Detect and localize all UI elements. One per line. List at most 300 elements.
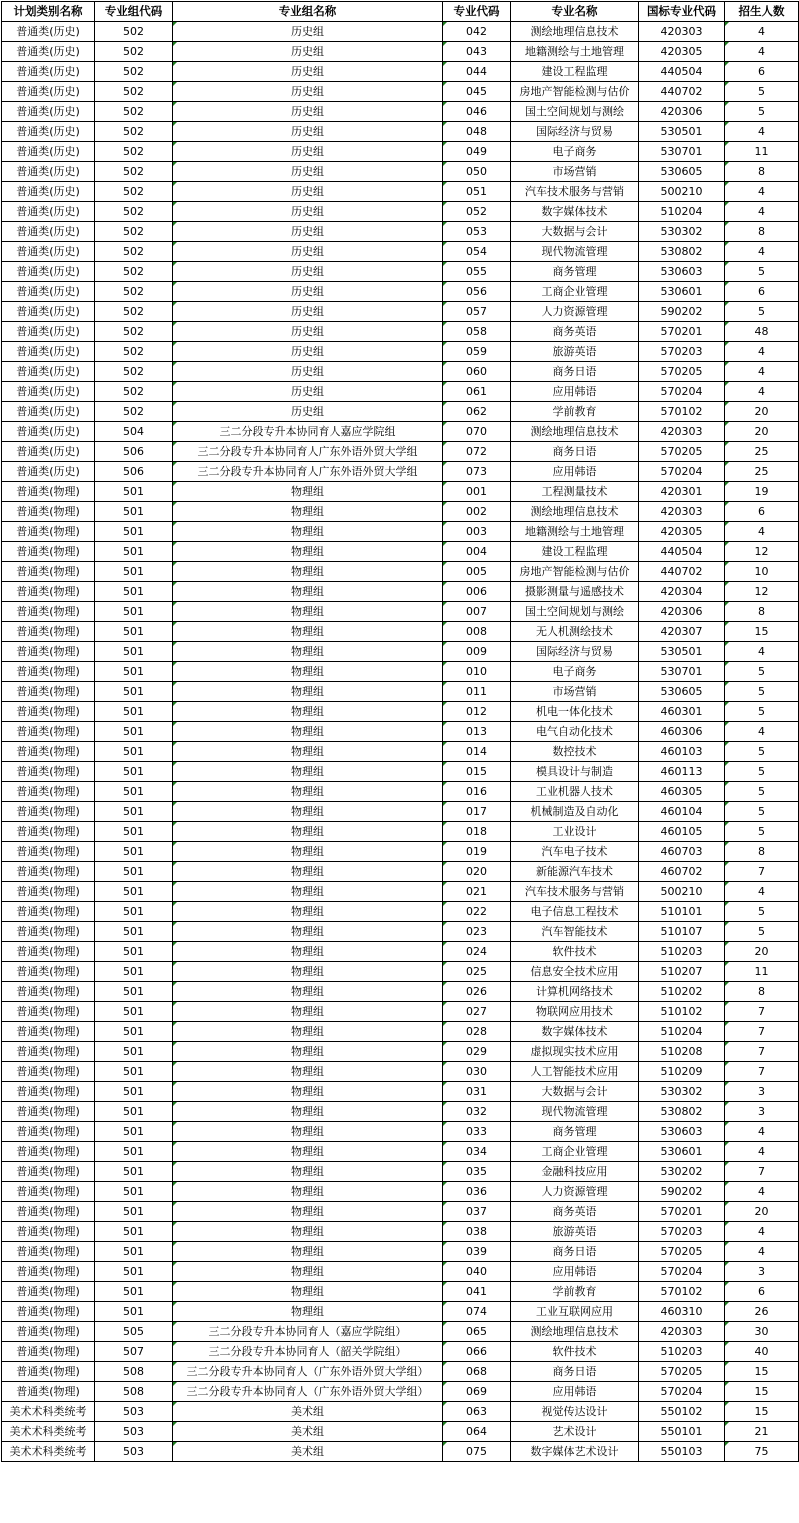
group-code-cell: 501 [95, 522, 173, 542]
group-name-cell: 物理组 [173, 962, 443, 982]
table-row [2, 522, 799, 542]
plan-category-cell: 普通类(物理) [2, 642, 95, 662]
national-code-cell: 510203 [639, 1342, 725, 1362]
enrollment-cell: 7 [725, 1042, 799, 1062]
major-name-cell: 数字媒体艺术设计 [511, 1442, 639, 1462]
table-row [2, 662, 799, 682]
group-name-cell: 物理组 [173, 1082, 443, 1102]
group-name-cell: 物理组 [173, 742, 443, 762]
major-name-cell: 现代物流管理 [511, 242, 639, 262]
table-row [2, 1442, 799, 1462]
national-code-cell: 510209 [639, 1062, 725, 1082]
group-name-cell: 美术组 [173, 1442, 443, 1462]
group-code-cell: 502 [95, 382, 173, 402]
table-row [2, 342, 799, 362]
table-row [2, 462, 799, 482]
group-code-cell: 501 [95, 622, 173, 642]
enrollment-cell: 11 [725, 962, 799, 982]
national-code-cell: 530605 [639, 682, 725, 702]
major-code-cell: 041 [443, 1282, 511, 1302]
plan-category-cell: 普通类(物理) [2, 1302, 95, 1322]
national-code-cell: 440504 [639, 62, 725, 82]
group-code-cell: 501 [95, 1142, 173, 1162]
plan-category-cell: 普通类(物理) [2, 1122, 95, 1142]
major-name-cell: 旅游英语 [511, 1222, 639, 1242]
table-row [2, 482, 799, 502]
plan-category-cell: 普通类(物理) [2, 522, 95, 542]
national-code-cell: 440504 [639, 542, 725, 562]
table-row [2, 422, 799, 442]
group-name-cell: 美术组 [173, 1422, 443, 1442]
group-code-cell: 502 [95, 362, 173, 382]
major-code-cell: 028 [443, 1022, 511, 1042]
group-code-cell: 501 [95, 1042, 173, 1062]
major-code-cell: 037 [443, 1202, 511, 1222]
plan-category-cell: 普通类(物理) [2, 1382, 95, 1402]
enrollment-cell: 6 [725, 62, 799, 82]
enrollment-cell: 5 [725, 922, 799, 942]
group-name-cell: 三二分段专升本协同育人（嘉应学院组） [173, 1322, 443, 1342]
major-name-cell: 数字媒体技术 [511, 1022, 639, 1042]
national-code-cell: 530302 [639, 1082, 725, 1102]
national-code-cell: 500210 [639, 882, 725, 902]
group-name-cell: 历史组 [173, 22, 443, 42]
table-row [2, 822, 799, 842]
major-code-cell: 072 [443, 442, 511, 462]
group-code-cell: 502 [95, 262, 173, 282]
major-code-cell: 063 [443, 1402, 511, 1422]
group-code-cell: 501 [95, 802, 173, 822]
national-code-cell: 500210 [639, 182, 725, 202]
major-name-cell: 商务日语 [511, 442, 639, 462]
plan-category-cell: 美术术科类统考 [2, 1422, 95, 1442]
group-name-cell: 物理组 [173, 1302, 443, 1322]
group-name-cell: 物理组 [173, 1202, 443, 1222]
group-name-cell: 物理组 [173, 1042, 443, 1062]
major-code-cell: 036 [443, 1182, 511, 1202]
plan-category-cell: 普通类(物理) [2, 962, 95, 982]
group-name-cell: 三二分段专升本协同育人（韶关学院组） [173, 1342, 443, 1362]
enrollment-cell: 15 [725, 1362, 799, 1382]
group-name-cell: 物理组 [173, 1002, 443, 1022]
national-code-cell: 510204 [639, 1022, 725, 1042]
enrollment-cell: 5 [725, 742, 799, 762]
plan-category-cell: 普通类(物理) [2, 1022, 95, 1042]
major-code-cell: 001 [443, 482, 511, 502]
header-national-code: 国标专业代码 [639, 2, 725, 22]
table-row [2, 1242, 799, 1262]
table-row [2, 322, 799, 342]
plan-category-cell: 普通类(物理) [2, 822, 95, 842]
national-code-cell: 460703 [639, 842, 725, 862]
group-code-cell: 501 [95, 742, 173, 762]
major-name-cell: 市场营销 [511, 682, 639, 702]
plan-category-cell: 普通类(物理) [2, 1102, 95, 1122]
table-row [2, 142, 799, 162]
major-name-cell: 国土空间规划与测绘 [511, 602, 639, 622]
national-code-cell: 530501 [639, 122, 725, 142]
group-name-cell: 历史组 [173, 122, 443, 142]
major-name-cell: 地籍测绘与土地管理 [511, 42, 639, 62]
major-name-cell: 物联网应用技术 [511, 1002, 639, 1022]
major-name-cell: 摄影测量与遥感技术 [511, 582, 639, 602]
major-code-cell: 029 [443, 1042, 511, 1062]
group-name-cell: 历史组 [173, 362, 443, 382]
plan-category-cell: 普通类(物理) [2, 1082, 95, 1102]
table-row [2, 762, 799, 782]
national-code-cell: 460104 [639, 802, 725, 822]
major-code-cell: 057 [443, 302, 511, 322]
major-code-cell: 049 [443, 142, 511, 162]
major-name-cell: 应用韩语 [511, 1262, 639, 1282]
plan-category-cell: 普通类(物理) [2, 742, 95, 762]
enrollment-cell: 26 [725, 1302, 799, 1322]
major-code-cell: 012 [443, 702, 511, 722]
enrollment-cell: 8 [725, 602, 799, 622]
major-code-cell: 040 [443, 1262, 511, 1282]
national-code-cell: 460305 [639, 782, 725, 802]
major-name-cell: 商务日语 [511, 1362, 639, 1382]
table-row [2, 1082, 799, 1102]
plan-category-cell: 普通类(物理) [2, 1362, 95, 1382]
group-name-cell: 物理组 [173, 582, 443, 602]
table-row [2, 962, 799, 982]
national-code-cell: 590202 [639, 1182, 725, 1202]
group-code-cell: 501 [95, 1182, 173, 1202]
group-name-cell: 物理组 [173, 882, 443, 902]
enrollment-cell: 4 [725, 22, 799, 42]
group-code-cell: 501 [95, 602, 173, 622]
national-code-cell: 460702 [639, 862, 725, 882]
major-name-cell: 计算机网络技术 [511, 982, 639, 1002]
national-code-cell: 460113 [639, 762, 725, 782]
group-name-cell: 历史组 [173, 282, 443, 302]
enrollment-cell: 5 [725, 702, 799, 722]
table-row [2, 1182, 799, 1202]
group-name-cell: 物理组 [173, 922, 443, 942]
major-name-cell: 商务管理 [511, 1122, 639, 1142]
header-plan-category: 计划类别名称 [2, 2, 95, 22]
enrollment-cell: 5 [725, 262, 799, 282]
enrollment-cell: 3 [725, 1082, 799, 1102]
group-code-cell: 501 [95, 662, 173, 682]
table-row [2, 782, 799, 802]
header-group-name: 专业组名称 [173, 2, 443, 22]
major-name-cell: 国土空间规划与测绘 [511, 102, 639, 122]
group-name-cell: 三二分段专升本协同育人（广东外语外贸大学组） [173, 1362, 443, 1382]
enrollment-cell: 7 [725, 1062, 799, 1082]
major-code-cell: 043 [443, 42, 511, 62]
major-code-cell: 066 [443, 1342, 511, 1362]
major-code-cell: 021 [443, 882, 511, 902]
table-row [2, 302, 799, 322]
major-name-cell: 工商企业管理 [511, 282, 639, 302]
group-name-cell: 物理组 [173, 842, 443, 862]
major-code-cell: 051 [443, 182, 511, 202]
group-name-cell: 物理组 [173, 1162, 443, 1182]
enrollment-cell: 4 [725, 522, 799, 542]
national-code-cell: 510102 [639, 1002, 725, 1022]
major-code-cell: 048 [443, 122, 511, 142]
major-code-cell: 030 [443, 1062, 511, 1082]
table-row [2, 1002, 799, 1022]
major-code-cell: 035 [443, 1162, 511, 1182]
group-code-cell: 501 [95, 642, 173, 662]
group-name-cell: 物理组 [173, 1222, 443, 1242]
major-code-cell: 060 [443, 362, 511, 382]
group-code-cell: 501 [95, 822, 173, 842]
enrollment-cell: 20 [725, 422, 799, 442]
national-code-cell: 570203 [639, 1222, 725, 1242]
enrollment-cell: 4 [725, 202, 799, 222]
group-name-cell: 物理组 [173, 1062, 443, 1082]
major-name-cell: 商务日语 [511, 1242, 639, 1262]
header-group-code: 专业组代码 [95, 2, 173, 22]
enrollment-cell: 4 [725, 1242, 799, 1262]
national-code-cell: 420305 [639, 522, 725, 542]
table-row [2, 22, 799, 42]
enrollment-cell: 21 [725, 1422, 799, 1442]
national-code-cell: 510202 [639, 982, 725, 1002]
table-row [2, 682, 799, 702]
group-name-cell: 三二分段专升本协同育人（广东外语外贸大学组） [173, 1382, 443, 1402]
enrollment-cell: 10 [725, 562, 799, 582]
major-name-cell: 汽车技术服务与营销 [511, 882, 639, 902]
national-code-cell: 510208 [639, 1042, 725, 1062]
table-row [2, 1162, 799, 1182]
major-code-cell: 023 [443, 922, 511, 942]
group-code-cell: 502 [95, 142, 173, 162]
enrollment-cell: 4 [725, 1122, 799, 1142]
group-code-cell: 501 [95, 902, 173, 922]
table-row [2, 102, 799, 122]
table-row [2, 1042, 799, 1062]
national-code-cell: 420303 [639, 1322, 725, 1342]
major-name-cell: 软件技术 [511, 1342, 639, 1362]
major-code-cell: 020 [443, 862, 511, 882]
major-code-cell: 068 [443, 1362, 511, 1382]
group-code-cell: 504 [95, 422, 173, 442]
major-code-cell: 044 [443, 62, 511, 82]
plan-category-cell: 普通类(物理) [2, 1242, 95, 1262]
national-code-cell: 440702 [639, 562, 725, 582]
enrollment-table [1, 1, 799, 1462]
plan-category-cell: 普通类(物理) [2, 922, 95, 942]
major-code-cell: 003 [443, 522, 511, 542]
group-name-cell: 历史组 [173, 322, 443, 342]
plan-category-cell: 普通类(物理) [2, 882, 95, 902]
group-code-cell: 508 [95, 1382, 173, 1402]
group-name-cell: 物理组 [173, 822, 443, 842]
major-code-cell: 022 [443, 902, 511, 922]
table-row [2, 1262, 799, 1282]
plan-category-cell: 普通类(历史) [2, 462, 95, 482]
table-row [2, 702, 799, 722]
enrollment-cell: 5 [725, 902, 799, 922]
plan-category-cell: 普通类(物理) [2, 1182, 95, 1202]
major-name-cell: 国际经济与贸易 [511, 122, 639, 142]
major-code-cell: 074 [443, 1302, 511, 1322]
enrollment-cell: 4 [725, 882, 799, 902]
group-name-cell: 历史组 [173, 402, 443, 422]
table-row [2, 1222, 799, 1242]
major-code-cell: 038 [443, 1222, 511, 1242]
major-code-cell: 075 [443, 1442, 511, 1462]
national-code-cell: 530802 [639, 1102, 725, 1122]
major-code-cell: 054 [443, 242, 511, 262]
group-name-cell: 物理组 [173, 1102, 443, 1122]
major-name-cell: 商务英语 [511, 322, 639, 342]
plan-category-cell: 美术术科类统考 [2, 1402, 95, 1422]
national-code-cell: 530501 [639, 642, 725, 662]
plan-category-cell: 普通类(历史) [2, 162, 95, 182]
major-name-cell: 虚拟现实技术应用 [511, 1042, 639, 1062]
major-code-cell: 005 [443, 562, 511, 582]
group-code-cell: 503 [95, 1402, 173, 1422]
major-code-cell: 018 [443, 822, 511, 842]
national-code-cell: 420306 [639, 102, 725, 122]
plan-category-cell: 普通类(历史) [2, 262, 95, 282]
plan-category-cell: 普通类(历史) [2, 122, 95, 142]
major-name-cell: 电子商务 [511, 662, 639, 682]
national-code-cell: 530701 [639, 662, 725, 682]
enrollment-cell: 4 [725, 1142, 799, 1162]
plan-category-cell: 普通类(历史) [2, 282, 95, 302]
national-code-cell: 460103 [639, 742, 725, 762]
plan-category-cell: 普通类(物理) [2, 482, 95, 502]
national-code-cell: 420303 [639, 502, 725, 522]
header-major-name: 专业名称 [511, 2, 639, 22]
enrollment-cell: 7 [725, 1022, 799, 1042]
national-code-cell: 420307 [639, 622, 725, 642]
enrollment-cell: 11 [725, 142, 799, 162]
major-name-cell: 机械制造及自动化 [511, 802, 639, 822]
major-code-cell: 064 [443, 1422, 511, 1442]
header-major-code: 专业代码 [443, 2, 511, 22]
table-row [2, 202, 799, 222]
group-name-cell: 物理组 [173, 602, 443, 622]
national-code-cell: 420303 [639, 422, 725, 442]
table-row [2, 1322, 799, 1342]
major-name-cell: 机电一体化技术 [511, 702, 639, 722]
group-code-cell: 502 [95, 42, 173, 62]
major-code-cell: 059 [443, 342, 511, 362]
group-code-cell: 501 [95, 922, 173, 942]
national-code-cell: 530603 [639, 1122, 725, 1142]
table-row [2, 282, 799, 302]
group-code-cell: 502 [95, 102, 173, 122]
plan-category-cell: 普通类(物理) [2, 1062, 95, 1082]
group-name-cell: 物理组 [173, 562, 443, 582]
enrollment-cell: 8 [725, 162, 799, 182]
enrollment-cell: 30 [725, 1322, 799, 1342]
plan-category-cell: 普通类(物理) [2, 842, 95, 862]
group-name-cell: 历史组 [173, 102, 443, 122]
enrollment-cell: 75 [725, 1442, 799, 1462]
enrollment-cell: 5 [725, 102, 799, 122]
plan-category-cell: 普通类(物理) [2, 1322, 95, 1342]
major-name-cell: 人力资源管理 [511, 1182, 639, 1202]
group-code-cell: 502 [95, 122, 173, 142]
plan-category-cell: 普通类(物理) [2, 622, 95, 642]
enrollment-cell: 19 [725, 482, 799, 502]
enrollment-cell: 4 [725, 122, 799, 142]
national-code-cell: 550102 [639, 1402, 725, 1422]
enrollment-cell: 4 [725, 342, 799, 362]
plan-category-cell: 普通类(历史) [2, 322, 95, 342]
plan-category-cell: 普通类(物理) [2, 682, 95, 702]
enrollment-cell: 6 [725, 1282, 799, 1302]
major-name-cell: 数控技术 [511, 742, 639, 762]
enrollment-cell: 4 [725, 1182, 799, 1202]
national-code-cell: 510203 [639, 942, 725, 962]
enrollment-cell: 8 [725, 982, 799, 1002]
national-code-cell: 570204 [639, 462, 725, 482]
table-row [2, 1422, 799, 1442]
major-name-cell: 应用韩语 [511, 382, 639, 402]
enrollment-cell: 20 [725, 402, 799, 422]
table-row [2, 1402, 799, 1422]
enrollment-cell: 3 [725, 1102, 799, 1122]
plan-category-cell: 普通类(物理) [2, 1002, 95, 1022]
plan-category-cell: 普通类(历史) [2, 402, 95, 422]
plan-category-cell: 普通类(物理) [2, 582, 95, 602]
major-name-cell: 测绘地理信息技术 [511, 422, 639, 442]
table-row [2, 162, 799, 182]
plan-category-cell: 普通类(历史) [2, 342, 95, 362]
major-code-cell: 032 [443, 1102, 511, 1122]
national-code-cell: 530601 [639, 282, 725, 302]
group-name-cell: 物理组 [173, 722, 443, 742]
group-code-cell: 501 [95, 1082, 173, 1102]
major-code-cell: 004 [443, 542, 511, 562]
national-code-cell: 510204 [639, 202, 725, 222]
plan-category-cell: 普通类(物理) [2, 762, 95, 782]
group-code-cell: 501 [95, 702, 173, 722]
major-name-cell: 大数据与会计 [511, 1082, 639, 1102]
enrollment-cell: 40 [725, 1342, 799, 1362]
group-code-cell: 502 [95, 322, 173, 342]
major-name-cell: 工业机器人技术 [511, 782, 639, 802]
group-code-cell: 501 [95, 1242, 173, 1262]
major-code-cell: 024 [443, 942, 511, 962]
group-code-cell: 501 [95, 962, 173, 982]
national-code-cell: 570204 [639, 382, 725, 402]
national-code-cell: 420306 [639, 602, 725, 622]
plan-category-cell: 普通类(物理) [2, 1142, 95, 1162]
national-code-cell: 570205 [639, 362, 725, 382]
plan-category-cell: 普通类(物理) [2, 1162, 95, 1182]
group-code-cell: 503 [95, 1442, 173, 1462]
group-name-cell: 历史组 [173, 202, 443, 222]
group-name-cell: 历史组 [173, 142, 443, 162]
group-code-cell: 501 [95, 542, 173, 562]
enrollment-cell: 8 [725, 842, 799, 862]
group-code-cell: 502 [95, 302, 173, 322]
plan-category-cell: 普通类(物理) [2, 1042, 95, 1062]
major-code-cell: 061 [443, 382, 511, 402]
national-code-cell: 530202 [639, 1162, 725, 1182]
table-row [2, 1362, 799, 1382]
national-code-cell: 570203 [639, 342, 725, 362]
major-name-cell: 大数据与会计 [511, 222, 639, 242]
enrollment-cell: 7 [725, 862, 799, 882]
enrollment-cell: 7 [725, 1162, 799, 1182]
national-code-cell: 530802 [639, 242, 725, 262]
group-code-cell: 507 [95, 1342, 173, 1362]
major-name-cell: 房地产智能检测与估价 [511, 562, 639, 582]
table-row [2, 362, 799, 382]
